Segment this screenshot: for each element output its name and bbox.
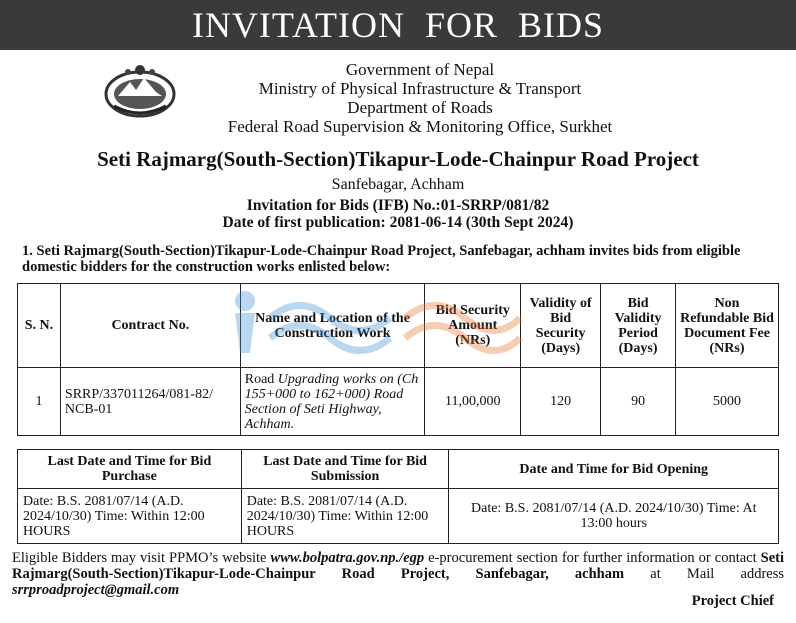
government-line: Government of Nepal [345, 60, 495, 79]
intro-paragraph: 1. Seti Rajmarg(South-Section)Tikapur-Lode-Chainpur Road Project, Sanfebagar, achham invites bids from eligible domestic bidders for the construction works enlisted below: [22, 243, 741, 275]
cell-work [240, 368, 425, 436]
table-row [18, 368, 779, 436]
dates-value-row [18, 489, 779, 544]
cell-validity-period: 90 [601, 368, 676, 436]
cell-work-detail: Upgrading works on (Ch 155+000 to 162+000) Road Section of Seti Highway, Achham. [244, 371, 419, 432]
header-bid-opening: Date and Time for Bid Opening [449, 450, 779, 489]
footer-text-2: e-procurement section for further information or contact [428, 550, 757, 566]
header-contract-no: Contract No. [60, 284, 240, 368]
cell-bid-submission: Date: B.S. 2081/07/14 (A.D. 2024/10/30) Time: Within 12:00 HOURS [241, 489, 449, 544]
cell-contract-no: SRRP/337011264/081-82/ NCB-01 [60, 368, 240, 436]
cell-sn: 1 [18, 368, 61, 436]
header-sn: S. N. [18, 284, 61, 368]
cell-bid-purchase: Date: B.S. 2081/07/14 (A.D. 2024/10/30) Time: Within 12:00 HOURS [18, 489, 242, 544]
email-link[interactable]: srrproadproject@gmail.com [12, 582, 180, 598]
header-document-fee: Non Refundable Bid Document Fee (NRs) [676, 284, 779, 368]
footer-text-1: Eligible Bidders may visit PPMO’s website [12, 550, 267, 566]
title-banner [0, 0, 796, 50]
contracts-table [17, 283, 779, 436]
footer-paragraph [12, 550, 784, 598]
cell-work-lead: Road [244, 371, 275, 387]
header-bid-submission: Last Date and Time for Bid Submission [241, 450, 449, 489]
publication-date: Date of first publication: 2081-06-14 (30th Sept 2024) [222, 214, 574, 231]
project-location: Sanfebagar, Achham [331, 176, 465, 193]
ppmo-website-link[interactable]: www.bolpatra.gov.np./egp [270, 550, 425, 566]
header-work: Name and Location of the Construction Work [240, 284, 425, 368]
table-header-row [18, 284, 779, 368]
office-line: Federal Road Supervision & Monitoring Office, Surkhet [227, 117, 613, 136]
cell-document-fee: 5000 [676, 368, 779, 436]
signature-project-chief: Project Chief [691, 593, 774, 609]
cell-validity-security: 120 [521, 368, 601, 436]
project-title: Seti Rajmarg(South-Section)Tikapur-Lode-Chainpur Road Project [97, 147, 699, 171]
header-bid-security: Bid Security Amount (NRs) [425, 284, 521, 368]
cell-bid-security: 11,00,000 [425, 368, 521, 436]
ifb-number: Invitation for Bids (IFB) No.:01-SRRP/081/82 [246, 197, 550, 214]
cell-bid-opening: Date: B.S. 2081/07/14 (A.D. 2024/10/30) Time: At 13:00 hours [449, 489, 779, 544]
dates-header-row [18, 450, 779, 489]
header-bid-purchase: Last Date and Time for Bid Purchase [18, 450, 242, 489]
ifb-info [0, 197, 796, 231]
footer-contact-office: Seti Rajmarg(South-Section)Tikapur-Lode-Chainpur Road Project, Sanfebagar, achham [12, 550, 785, 582]
issuing-authority [160, 60, 680, 136]
banner-title: INVITATION FOR BIDS [191, 5, 605, 45]
footer-text-3: at Mail address [650, 566, 784, 582]
ministry-line: Ministry of Physical Infrastructure & Transport [258, 79, 582, 98]
bid-dates-table [17, 449, 779, 544]
header-validity-period: Bid Validity Period (Days) [601, 284, 676, 368]
department-line: Department of Roads [347, 98, 493, 117]
header-validity-security: Validity of Bid Security (Days) [521, 284, 601, 368]
